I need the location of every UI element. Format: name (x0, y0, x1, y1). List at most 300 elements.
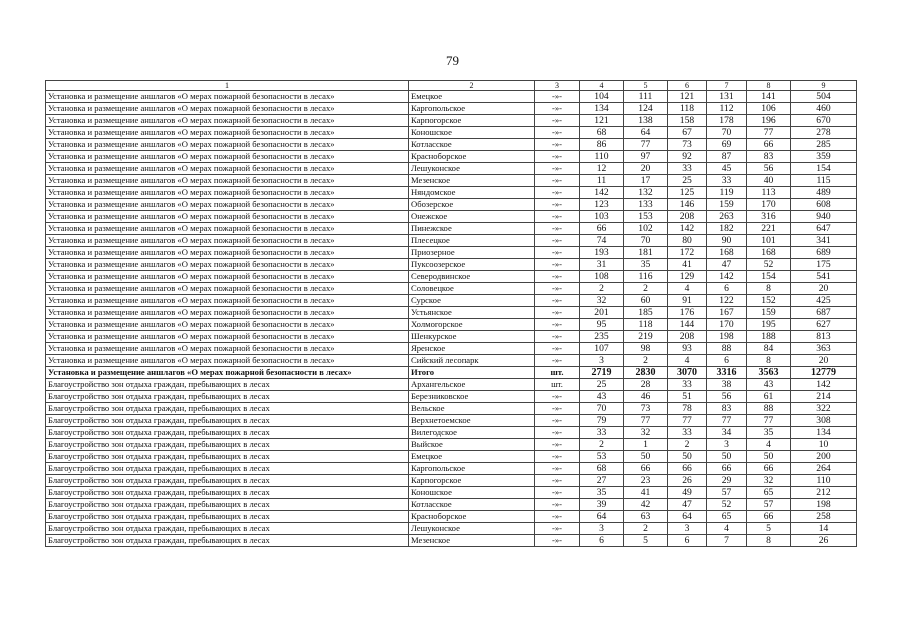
year-value-cell: 142 (668, 223, 707, 235)
total-value-cell: 687 (791, 307, 857, 319)
activity-cell: Благоустройство зон отдыха граждан, пребывающих в лесах (46, 415, 409, 427)
year-value-cell: 50 (747, 451, 791, 463)
year-value-cell: 29 (707, 475, 747, 487)
year-value-cell: 2 (624, 523, 668, 535)
unit-cell: шт. (535, 379, 580, 391)
year-value-cell: 103 (580, 211, 624, 223)
year-value-cell: 47 (668, 499, 707, 511)
year-value-cell: 92 (668, 151, 707, 163)
year-value-cell: 8 (747, 283, 791, 295)
year-value-cell: 63 (624, 511, 668, 523)
year-value-cell: 66 (747, 511, 791, 523)
table-row (46, 511, 857, 523)
year-value-cell: 43 (580, 391, 624, 403)
district-cell: Лешуконское (409, 523, 535, 535)
activity-cell: Установка и размещение аншлагов «О мерах пожарной безопасности в лесах» (46, 127, 409, 139)
year-value-cell: 3316 (707, 367, 747, 379)
unit-cell: -»- (535, 163, 580, 175)
year-value-cell: 8 (747, 355, 791, 367)
year-value-cell: 95 (580, 319, 624, 331)
activity-cell: Благоустройство зон отдыха граждан, пребывающих в лесах (46, 403, 409, 415)
year-value-cell: 78 (668, 403, 707, 415)
year-value-cell: 70 (707, 127, 747, 139)
total-value-cell: 504 (791, 91, 857, 103)
table-row (46, 163, 857, 175)
year-value-cell: 41 (624, 487, 668, 499)
district-cell: Шенкурское (409, 331, 535, 343)
year-value-cell: 3 (580, 355, 624, 367)
year-value-cell: 3 (707, 439, 747, 451)
activity-cell: Благоустройство зон отдыха граждан, пребывающих в лесах (46, 391, 409, 403)
year-value-cell: 83 (707, 403, 747, 415)
year-value-cell: 172 (668, 247, 707, 259)
unit-cell: -»- (535, 187, 580, 199)
year-value-cell: 35 (580, 487, 624, 499)
year-value-cell: 2 (580, 439, 624, 451)
year-value-cell: 182 (707, 223, 747, 235)
table-row (46, 91, 857, 103)
year-value-cell: 142 (580, 187, 624, 199)
year-value-cell: 185 (624, 307, 668, 319)
year-value-cell: 64 (668, 511, 707, 523)
year-value-cell: 50 (668, 451, 707, 463)
year-value-cell: 5 (747, 523, 791, 535)
total-value-cell: 363 (791, 343, 857, 355)
year-value-cell: 12 (580, 163, 624, 175)
district-cell: Каргопольское (409, 463, 535, 475)
year-value-cell: 77 (624, 139, 668, 151)
total-value-cell: 689 (791, 247, 857, 259)
year-value-cell: 93 (668, 343, 707, 355)
activity-cell: Установка и размещение аншлагов «О мерах пожарной безопасности в лесах» (46, 343, 409, 355)
district-cell: Выйское (409, 439, 535, 451)
year-value-cell: 64 (624, 127, 668, 139)
total-value-cell: 200 (791, 451, 857, 463)
year-value-cell: 113 (747, 187, 791, 199)
year-value-cell: 144 (668, 319, 707, 331)
year-value-cell: 33 (707, 175, 747, 187)
activity-cell: Установка и размещение аншлагов «О мерах пожарной безопасности в лесах» (46, 151, 409, 163)
year-value-cell: 168 (747, 247, 791, 259)
activity-cell: Установка и размещение аншлагов «О мерах пожарной безопасности в лесах» (46, 259, 409, 271)
year-value-cell: 61 (747, 391, 791, 403)
district-cell: Устьянское (409, 307, 535, 319)
column-number: 8 (747, 81, 791, 91)
unit-cell: -»- (535, 319, 580, 331)
year-value-cell: 124 (624, 103, 668, 115)
year-value-cell: 43 (747, 379, 791, 391)
district-cell: Плесецкое (409, 235, 535, 247)
column-number-row (46, 81, 857, 91)
year-value-cell: 2 (668, 439, 707, 451)
year-value-cell: 52 (707, 499, 747, 511)
unit-cell: -»- (535, 355, 580, 367)
year-value-cell: 176 (668, 307, 707, 319)
total-value-cell: 359 (791, 151, 857, 163)
year-value-cell: 159 (747, 307, 791, 319)
year-value-cell: 5 (624, 535, 668, 547)
year-value-cell: 52 (747, 259, 791, 271)
year-value-cell: 154 (747, 271, 791, 283)
table-row (46, 235, 857, 247)
activity-cell: Установка и размещение аншлагов «О мерах пожарной безопасности в лесах» (46, 199, 409, 211)
table-row (46, 415, 857, 427)
year-value-cell: 132 (624, 187, 668, 199)
unit-cell: -»- (535, 487, 580, 499)
column-number: 9 (791, 81, 857, 91)
year-value-cell: 77 (707, 415, 747, 427)
year-value-cell: 181 (624, 247, 668, 259)
district-cell: Карпогорское (409, 475, 535, 487)
total-value-cell: 14 (791, 523, 857, 535)
total-value-cell: 264 (791, 463, 857, 475)
year-value-cell: 170 (707, 319, 747, 331)
unit-cell: -»- (535, 331, 580, 343)
district-cell: Обозерское (409, 199, 535, 211)
district-cell: Верхнетоемское (409, 415, 535, 427)
activity-cell: Установка и размещение аншлагов «О мерах пожарной безопасности в лесах» (46, 175, 409, 187)
year-value-cell: 111 (624, 91, 668, 103)
total-value-cell: 460 (791, 103, 857, 115)
year-value-cell: 23 (624, 475, 668, 487)
year-value-cell: 45 (707, 163, 747, 175)
year-value-cell: 221 (747, 223, 791, 235)
year-value-cell: 8 (747, 535, 791, 547)
year-value-cell: 121 (668, 91, 707, 103)
year-value-cell: 121 (580, 115, 624, 127)
table-row (46, 127, 857, 139)
total-value-cell: 341 (791, 235, 857, 247)
unit-cell: -»- (535, 103, 580, 115)
total-value-cell: 175 (791, 259, 857, 271)
activity-cell: Установка и размещение аншлагов «О мерах пожарной безопасности в лесах» (46, 283, 409, 295)
activity-cell: Благоустройство зон отдыха граждан, пребывающих в лесах (46, 379, 409, 391)
table-row (46, 187, 857, 199)
year-value-cell: 6 (707, 355, 747, 367)
table-row (46, 487, 857, 499)
year-value-cell: 2 (624, 283, 668, 295)
activity-cell: Установка и размещение аншлагов «О мерах пожарной безопасности в лесах» (46, 115, 409, 127)
total-value-cell: 322 (791, 403, 857, 415)
activity-cell: Установка и размещение аншлагов «О мерах пожарной безопасности в лесах» (46, 139, 409, 151)
year-value-cell: 73 (624, 403, 668, 415)
total-value-cell: 20 (791, 355, 857, 367)
district-cell: Архангельское (409, 379, 535, 391)
year-value-cell: 101 (747, 235, 791, 247)
unit-cell: -»- (535, 391, 580, 403)
year-value-cell: 57 (747, 499, 791, 511)
year-value-cell: 47 (707, 259, 747, 271)
year-value-cell: 131 (707, 91, 747, 103)
district-cell: Пинежское (409, 223, 535, 235)
table-row (46, 523, 857, 535)
table-row (46, 439, 857, 451)
year-value-cell: 2830 (624, 367, 668, 379)
year-value-cell: 66 (580, 223, 624, 235)
district-cell: Красноборское (409, 511, 535, 523)
year-value-cell: 158 (668, 115, 707, 127)
district-cell: Сурское (409, 295, 535, 307)
year-value-cell: 208 (668, 331, 707, 343)
activity-cell: Установка и размещение аншлагов «О мерах пожарной безопасности в лесах» (46, 187, 409, 199)
year-value-cell: 56 (747, 163, 791, 175)
total-value-cell: 278 (791, 127, 857, 139)
year-value-cell: 102 (624, 223, 668, 235)
year-value-cell: 129 (668, 271, 707, 283)
unit-cell: -»- (535, 463, 580, 475)
table-row (46, 307, 857, 319)
district-cell: Коношское (409, 127, 535, 139)
unit-cell: -»- (535, 511, 580, 523)
year-value-cell: 80 (668, 235, 707, 247)
total-value-cell: 134 (791, 427, 857, 439)
year-value-cell: 4 (668, 283, 707, 295)
year-value-cell: 17 (624, 175, 668, 187)
unit-cell: -»- (535, 223, 580, 235)
unit-cell: -»- (535, 415, 580, 427)
year-value-cell: 146 (668, 199, 707, 211)
year-value-cell: 125 (668, 187, 707, 199)
year-value-cell: 32 (624, 427, 668, 439)
year-value-cell: 33 (668, 379, 707, 391)
activity-cell: Благоустройство зон отдыха граждан, пребывающих в лесах (46, 523, 409, 535)
activity-cell: Благоустройство зон отдыха граждан, пребывающих в лесах (46, 511, 409, 523)
table-row (46, 175, 857, 187)
district-cell: Котласское (409, 139, 535, 151)
year-value-cell: 20 (624, 163, 668, 175)
district-cell: Коношское (409, 487, 535, 499)
table-row (46, 331, 857, 343)
year-value-cell: 153 (624, 211, 668, 223)
column-number: 6 (668, 81, 707, 91)
table-row (46, 259, 857, 271)
total-value-cell: 26 (791, 535, 857, 547)
activity-cell: Установка и размещение аншлагов «О мерах пожарной безопасности в лесах» (46, 355, 409, 367)
year-value-cell: 138 (624, 115, 668, 127)
district-cell: Итого (409, 367, 535, 379)
column-number: 7 (707, 81, 747, 91)
year-value-cell: 112 (707, 103, 747, 115)
activity-cell: Благоустройство зон отдыха граждан, пребывающих в лесах (46, 475, 409, 487)
district-cell: Котласское (409, 499, 535, 511)
total-value-cell: 115 (791, 175, 857, 187)
year-value-cell: 4 (707, 523, 747, 535)
district-cell: Сийский лесопарк (409, 355, 535, 367)
year-value-cell: 198 (707, 331, 747, 343)
activity-cell: Благоустройство зон отдыха граждан, пребывающих в лесах (46, 535, 409, 547)
activity-cell: Благоустройство зон отдыха граждан, пребывающих в лесах (46, 427, 409, 439)
district-cell: Вельское (409, 403, 535, 415)
year-value-cell: 39 (580, 499, 624, 511)
table-row (46, 115, 857, 127)
year-value-cell: 77 (747, 415, 791, 427)
table-row (46, 295, 857, 307)
year-value-cell: 201 (580, 307, 624, 319)
year-value-cell: 51 (668, 391, 707, 403)
year-value-cell: 32 (580, 295, 624, 307)
district-cell: Северодвинское (409, 271, 535, 283)
year-value-cell: 66 (747, 463, 791, 475)
year-value-cell: 38 (707, 379, 747, 391)
year-value-cell: 3 (580, 523, 624, 535)
year-value-cell: 108 (580, 271, 624, 283)
activity-cell: Благоустройство зон отдыха граждан, пребывающих в лесах (46, 487, 409, 499)
year-value-cell: 83 (747, 151, 791, 163)
district-cell: Вилегодское (409, 427, 535, 439)
unit-cell: -»- (535, 403, 580, 415)
unit-cell: -»- (535, 127, 580, 139)
district-cell: Каргопольское (409, 103, 535, 115)
year-value-cell: 56 (707, 391, 747, 403)
unit-cell: -»- (535, 427, 580, 439)
year-value-cell: 152 (747, 295, 791, 307)
year-value-cell: 107 (580, 343, 624, 355)
year-value-cell: 77 (668, 415, 707, 427)
activity-cell: Установка и размещение аншлагов «О мерах пожарной безопасности в лесах» (46, 331, 409, 343)
table-row (46, 223, 857, 235)
total-value-cell: 12779 (791, 367, 857, 379)
year-value-cell: 84 (747, 343, 791, 355)
year-value-cell: 25 (668, 175, 707, 187)
total-value-cell: 608 (791, 199, 857, 211)
year-value-cell: 46 (624, 391, 668, 403)
year-value-cell: 87 (707, 151, 747, 163)
activity-cell: Установка и размещение аншлагов «О мерах пожарной безопасности в лесах» (46, 211, 409, 223)
year-value-cell: 235 (580, 331, 624, 343)
year-value-cell: 70 (624, 235, 668, 247)
year-value-cell: 122 (707, 295, 747, 307)
unit-cell: -»- (535, 235, 580, 247)
activity-cell: Установка и размещение аншлагов «О мерах пожарной безопасности в лесах» (46, 247, 409, 259)
total-value-cell: 308 (791, 415, 857, 427)
activity-cell: Благоустройство зон отдыха граждан, пребывающих в лесах (46, 439, 409, 451)
year-value-cell: 195 (747, 319, 791, 331)
district-cell: Мезенское (409, 535, 535, 547)
forest-activities-table (45, 80, 857, 547)
year-value-cell: 118 (624, 319, 668, 331)
total-value-cell: 110 (791, 475, 857, 487)
year-value-cell: 66 (707, 463, 747, 475)
table-row (46, 211, 857, 223)
year-value-cell: 32 (747, 475, 791, 487)
table-row (46, 451, 857, 463)
table-row (46, 247, 857, 259)
unit-cell: -»- (535, 175, 580, 187)
year-value-cell: 64 (580, 511, 624, 523)
table-row (46, 379, 857, 391)
table-row (46, 391, 857, 403)
year-value-cell: 50 (707, 451, 747, 463)
table-row (46, 103, 857, 115)
year-value-cell: 196 (747, 115, 791, 127)
year-value-cell: 60 (624, 295, 668, 307)
unit-cell: -»- (535, 283, 580, 295)
year-value-cell: 35 (624, 259, 668, 271)
year-value-cell: 133 (624, 199, 668, 211)
district-cell: Красноборское (409, 151, 535, 163)
year-value-cell: 188 (747, 331, 791, 343)
year-value-cell: 73 (668, 139, 707, 151)
activity-cell: Благоустройство зон отдыха граждан, пребывающих в лесах (46, 451, 409, 463)
year-value-cell: 33 (580, 427, 624, 439)
year-value-cell: 119 (707, 187, 747, 199)
year-value-cell: 68 (580, 463, 624, 475)
district-cell: Березниковское (409, 391, 535, 403)
activity-cell: Установка и размещение аншлагов «О мерах пожарной безопасности в лесах» (46, 271, 409, 283)
year-value-cell: 27 (580, 475, 624, 487)
total-value-cell: 489 (791, 187, 857, 199)
unit-cell: -»- (535, 535, 580, 547)
unit-cell: -»- (535, 199, 580, 211)
year-value-cell: 116 (624, 271, 668, 283)
year-value-cell: 90 (707, 235, 747, 247)
year-value-cell: 66 (668, 463, 707, 475)
year-value-cell: 66 (624, 463, 668, 475)
district-cell: Соловецкое (409, 283, 535, 295)
year-value-cell: 40 (747, 175, 791, 187)
activity-cell: Благоустройство зон отдыха граждан, пребывающих в лесах (46, 499, 409, 511)
unit-cell: -»- (535, 247, 580, 259)
table-row (46, 139, 857, 151)
year-value-cell: 193 (580, 247, 624, 259)
total-value-cell: 214 (791, 391, 857, 403)
year-value-cell: 69 (707, 139, 747, 151)
unit-cell: шт. (535, 367, 580, 379)
year-value-cell: 86 (580, 139, 624, 151)
year-value-cell: 66 (747, 139, 791, 151)
year-value-cell: 2719 (580, 367, 624, 379)
table-row (46, 499, 857, 511)
district-cell: Приозерное (409, 247, 535, 259)
unit-cell: -»- (535, 151, 580, 163)
year-value-cell: 2 (624, 355, 668, 367)
unit-cell: -»- (535, 439, 580, 451)
unit-cell: -»- (535, 211, 580, 223)
year-value-cell: 6 (707, 283, 747, 295)
unit-cell: -»- (535, 475, 580, 487)
total-value-cell: 258 (791, 511, 857, 523)
total-value-cell: 154 (791, 163, 857, 175)
year-value-cell: 41 (668, 259, 707, 271)
year-value-cell: 31 (580, 259, 624, 271)
district-cell: Лешуконское (409, 163, 535, 175)
activity-cell: Установка и размещение аншлагов «О мерах пожарной безопасности в лесах» (46, 367, 409, 379)
activity-cell: Установка и размещение аншлагов «О мерах пожарной безопасности в лесах» (46, 307, 409, 319)
year-value-cell: 3070 (668, 367, 707, 379)
year-value-cell: 263 (707, 211, 747, 223)
year-value-cell: 79 (580, 415, 624, 427)
year-value-cell: 33 (668, 427, 707, 439)
year-value-cell: 68 (580, 127, 624, 139)
year-value-cell: 168 (707, 247, 747, 259)
district-cell: Онежское (409, 211, 535, 223)
year-value-cell: 25 (580, 379, 624, 391)
year-value-cell: 74 (580, 235, 624, 247)
activity-cell: Установка и размещение аншлагов «О мерах пожарной безопасности в лесах» (46, 295, 409, 307)
column-number: 5 (624, 81, 668, 91)
table-row (46, 463, 857, 475)
year-value-cell: 316 (747, 211, 791, 223)
table-row (46, 475, 857, 487)
column-number: 4 (580, 81, 624, 91)
column-number: 2 (409, 81, 535, 91)
year-value-cell: 91 (668, 295, 707, 307)
table-row (46, 343, 857, 355)
year-value-cell: 7 (707, 535, 747, 547)
year-value-cell: 49 (668, 487, 707, 499)
unit-cell: -»- (535, 91, 580, 103)
unit-cell: -»- (535, 343, 580, 355)
